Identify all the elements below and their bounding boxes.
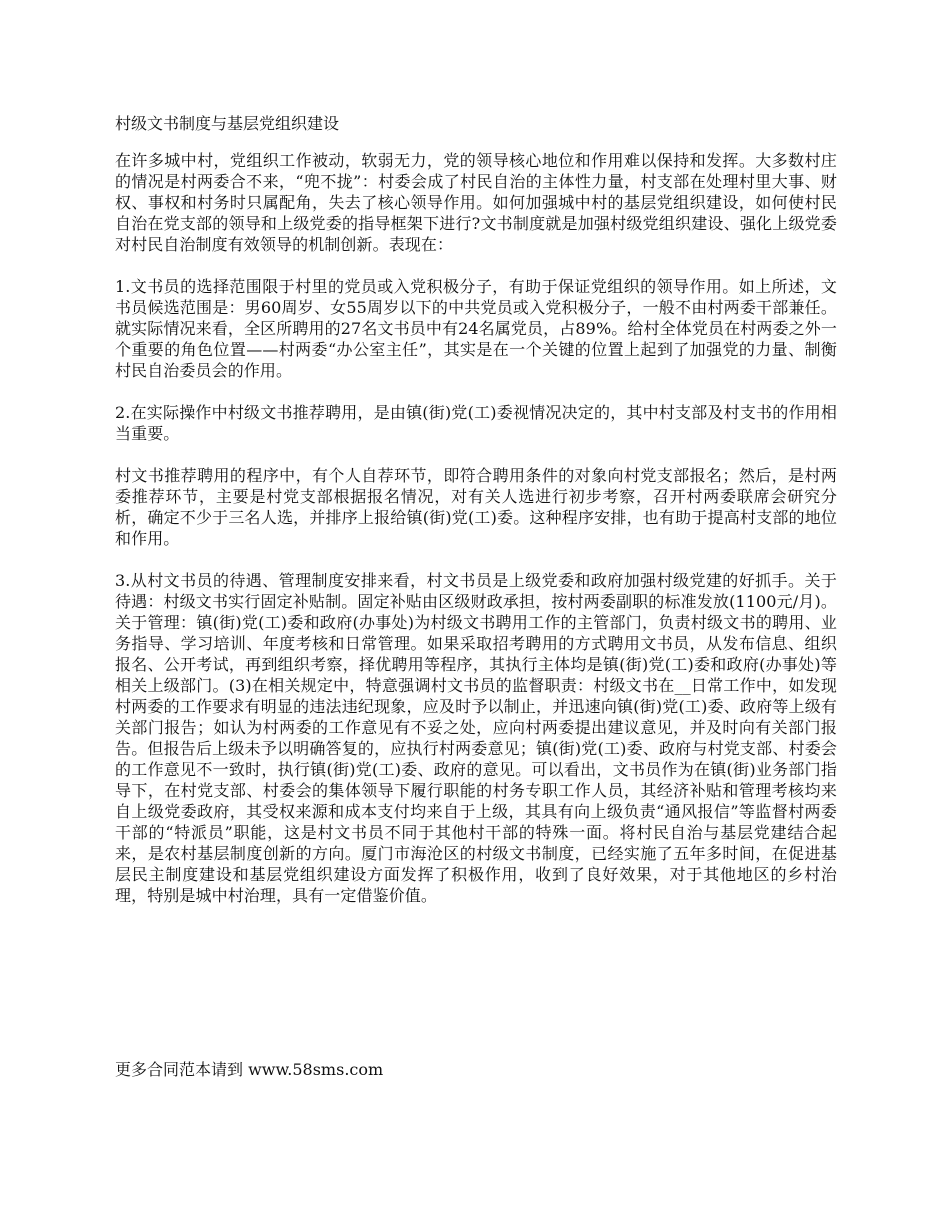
paragraph-point-3: 3.从村文书员的待遇、管理制度安排来看，村文书员是上级党委和政府加强村级党建的好抓手。关于待遇：村级文书实行固定补贴制。固定补贴由区级财政承担，按村两委副职的标准发放(1100元/月)。关于管理：镇(街)党(工)委和政府(办事处)为村级文书聘用工作的主管部门，负责村级文书的聘用、业务指导、学习培训、年度考核和日常管理。如果采取招考聘用的方式聘用文书员，从发布信息、组织报名、公开考试，再到组织考察，择优聘用等程序，其执行主体均是镇(街)党(工)委和政府(办事处)等相关上级部门。(3)在相关规定中，特意强调村文书员的监督职责：村级文书在__日常工作中，如发现村两委的工作要求有明显的违法违纪现象，应及时予以制止，并迅速向镇(街)党(工)委、政府等上级有关部门报告；如认为村两委的工作意见有不妥之处，应向村两委提出建议意见，并及时向有关部门报告。但报告后上级未予以明确答复的，应执行村两委意见；镇(街)党(工)委、政府与村党支部、村委会的工作意见不一致时，执行镇(街)党(工)委、政府的意见。可以看出，文书员作为在镇(街)业务部门指导下，在村党支部、村委会的集体领导下履行职能的村务专职工作人员，其经济补贴和管理考核均来自上级党委政府，其受权来源和成本支付均来自于上级，其具有向上级负责“通风报信”等监督村两委干部的“特派员”职能，这是村文书员不同于其他村干部的特殊一面。将村民自治与基层党建结合起来，是农村基层制度创新的方向。厦门市海沧区的村级文书制度，已经实施了五年多时间，在促进基层民主制度建设和基层党组织建设方面发挥了积极作用，收到了良好效果，对于其他地区的乡村治理，特别是城中村治理，具有一定借鉴价值。 (115, 571, 837, 905)
paragraph-point-1: 1.文书员的选择范围限于村里的党员或入党积极分子，有助于保证党组织的领导作用。如上所述，文书员候选范围是：男60周岁、女55周岁以下的中共党员或入党积极分子，一般不由村两委干部兼任。就实际情况来看，全区所聘用的27名文书员中有24名属党员，占89%。给村全体党员在村两委之外一个重要的角色位置——村两委“办公室主任”，其实是在一个关键的位置上起到了加强党的力量、制衡村民自治委员会的作用。 (115, 277, 837, 380)
document-title: 村级文书制度与基层党组织建设 (115, 114, 340, 133)
paragraph-intro: 在许多城中村，党组织工作被动，软弱无力，党的领导核心地位和作用难以保持和发挥。大多数村庄的情况是村两委合不来，“兜不拢”：村委会成了村民自治的主体性力量，村支部在处理村里大事、财权、事权和村务时只属配角，失去了核心领导作用。如何加强城中村的基层党组织建设，如何使村民自治在党支部的领导和上级党委的指导框架下进行?文书制度就是加强村级党组织建设、强化上级党委对村民自治制度有效领导的机制创新。表现在： (115, 151, 837, 254)
paragraph-point-2: 2.在实际操作中村级文书推荐聘用，是由镇(街)党(工)委视情况决定的，其中村支部及村支书的作用相当重要。 (115, 403, 837, 443)
paragraph-recommendation-procedure: 村文书推荐聘用的程序中，有个人自荐环节，即符合聘用条件的对象向村党支部报名；然后，是村两委推荐环节，主要是村党支部根据报名情况，对有关人选进行初步考察，召开村两委联席会研究分析，确定不少于三名人选，并排序上报给镇(街)党(工)委。这种程序安排，也有助于提高村支部的地位和作用。 (115, 466, 837, 548)
document-body (115, 112, 837, 927)
footer-note: 更多合同范本请到 www.58sms.com (115, 1060, 384, 1079)
